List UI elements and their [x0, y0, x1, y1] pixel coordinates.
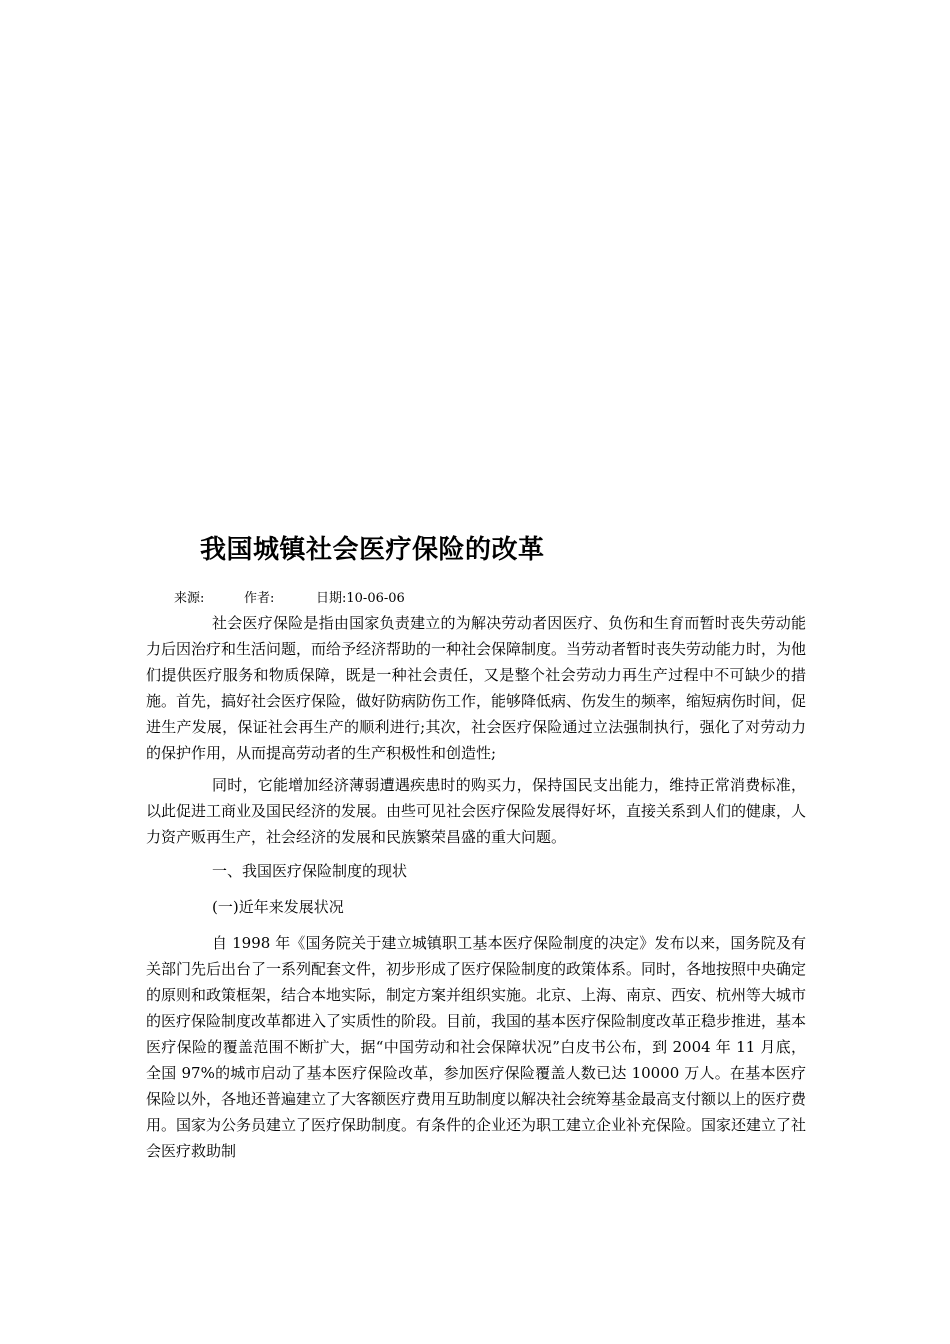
meta-date: 日期:10-06-06 [316, 591, 405, 606]
article-meta [174, 590, 405, 608]
paragraph-intro: 社会医疗保险是指由国家负责建立的为解决劳动者因医疗、负伤和生育而暂时丧失劳动能力后因治疗和生活问题，而给予经济帮助的一种社会保障制度。当劳动者暂时丧失劳动能力时，为他们提供医疗服务和物质保障，既是一种社会责任，又是整个社会劳动力再生产过程中不可缺少的措施。首先，搞好社会医疗保险，做好防病防伤工作，能够降低病、伤发生的频率，缩短病伤时间，促进生产发展，保证社会再生产的顺利进行;其次，社会医疗保险通过立法强制执行，强化了对劳动力的保护作用，从而提高劳动者的生产积极性和创造性; [146, 614, 807, 762]
subsection-heading: (一)近年来发展状况 [212, 898, 344, 916]
document-title: 我国城镇社会医疗保险的改革 [200, 535, 545, 565]
paragraph-significance: 同时，它能增加经济薄弱遭遇疾患时的购买力，保持国民支出能力，维持正常消费标准，以此促进工商业及国民经济的发展。由些可见社会医疗保险发展得好坏，直接关系到人们的健康，人力资产贩再生产，社会经济的发展和民族繁荣昌盛的重大问题。 [146, 776, 807, 846]
meta-source: 来源: [174, 591, 205, 606]
article-body [146, 610, 806, 1164]
paragraph-development: 自 1998 年《国务院关于建立城镇职工基本医疗保险制度的决定》发布以来，国务院及有关部门先后出台了一系列配套文件，初步形成了医疗保险制度的政策体系。同时，各地按照中央确定的原则和政策框架，结合本地实际，制定方案并组织实施。北京、上海、南京、西安、杭州等大城市的医疗保险制度改革都进入了实质性的阶段。目前，我国的基本医疗保险制度改革正稳步推进，基本医疗保险的覆盖范围不断扩大，据“中国劳动和社会保障状况”白皮书公布，到 2004 年 11 月底，全国 97%的城市启动了基本医疗保险改革，参加医疗保险覆盖人数已达 10000 万人。在基本医疗保险以外，各地还普遍建立了大客额医疗费用互助制度以解决社会统筹基金最高支付额以上的医疗费用。国家为公务员建立了医疗保助制度。有条件的企业还为职工建立企业补充保险。国家还建立了社会医疗救助制 [146, 934, 807, 1160]
meta-author: 作者: [244, 591, 275, 606]
section-heading: 一、我国医疗保险制度的现状 [212, 862, 408, 880]
